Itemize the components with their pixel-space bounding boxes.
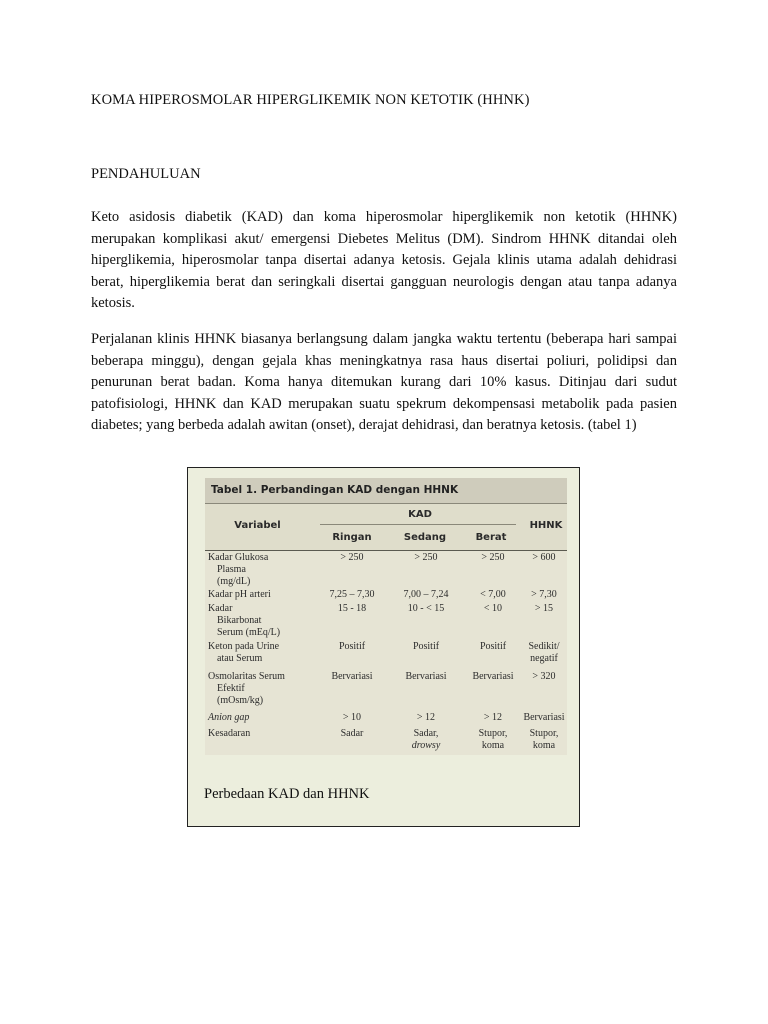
figure-caption: Perbedaan KAD dan HHNK (204, 786, 370, 802)
section-heading: PENDAHULUAN (91, 166, 201, 182)
cell-ringan: Positif (338, 641, 366, 652)
cell-hhnk: > 320 (532, 671, 556, 682)
table-body (205, 552, 567, 755)
cell-hhnk: > 7,30 (531, 589, 557, 600)
cell-ringan: 15 - 18 (337, 603, 367, 614)
cell-variable: Keton pada Urine atau Serum (208, 641, 280, 664)
cell-variable: Anion gap (208, 712, 250, 723)
cell-ringan: > 250 (340, 552, 364, 563)
cell-variable: Kesadaran (208, 728, 251, 739)
cell-hhnk: Stupor, koma (529, 728, 559, 751)
cell-sedang: 7,00 – 7,24 (403, 589, 449, 600)
cell-ringan: Sadar (340, 728, 364, 739)
table-image (205, 478, 567, 755)
cell-ringan: Bervariasi (331, 671, 373, 682)
cell-berat: < 10 (483, 603, 503, 614)
cell-berat: > 250 (481, 552, 505, 563)
cell-ringan: > 10 (342, 712, 362, 723)
paragraph-1: Keto asidosis diabetik (KAD) dan koma hiperosmolar hiperglikemik non ketotik (HHNK) merupakan komplikasi akut/ emergensi Diebetes Melitus (DM). Sindrom HHNK ditandai oleh hiperglikemia, hiperosmolar tanpa disertai adanya ketosis. Gejala klinis utama adalah dehidrasi berat, hiperglikemia berat dan seringkali disertai gangguan neurologis dengan atau tanpa adanya ketosis. (91, 209, 677, 312)
header-kad-divider (320, 524, 516, 525)
figure-box (187, 467, 580, 827)
table-header (205, 503, 567, 551)
cell-sedang: > 12 (416, 712, 436, 723)
paragraph-2: Perjalanan klinis HHNK biasanya berlangsung dalam jangka waktu tertentu (beberapa hari sampai beberapa minggu), dengan gejala khas meningkatnya rasa haus disertai poliuri, polidipsi dan penurunan berat badan. Koma hanya ditemukan kurang dari 10% kasus. Ditinjau dari sudut patofisiologi, HHNK dan KAD merupakan suatu spekrum dekompensasi metabolik pada pasien diabetes; yang berbeda adalah awitan (onset), derajat dehidrasi, dan beratnya ketosis. (tabel 1) (91, 331, 677, 434)
header-sedang: Sedang (403, 532, 447, 543)
cell-variable: Kadar Glukosa Plasma (mg/dL) (208, 552, 269, 587)
cell-variable: Osmolaritas Serum Efektif (mOsm/kg) (208, 671, 285, 706)
cell-hhnk: Bervariasi (523, 712, 565, 723)
cell-variable: Kadar Bikarbonat Serum (mEq/L) (208, 603, 281, 638)
cell-berat: Stupor, koma (478, 728, 508, 751)
header-ringan: Ringan (332, 532, 372, 543)
table-title: Tabel 1. Perbandingan KAD dengan HHNK (205, 478, 567, 503)
cell-sedang: Sadar, drowsy (411, 728, 441, 751)
cell-hhnk: > 15 (534, 603, 554, 614)
cell-ringan: 7,25 – 7,30 (329, 589, 375, 600)
header-variabel: Variabel (234, 520, 281, 531)
cell-sedang: 10 - < 15 (407, 603, 445, 614)
header-berat: Berat (475, 532, 507, 543)
cell-berat: Positif (479, 641, 507, 652)
cell-sedang: Bervariasi (405, 671, 447, 682)
cell-berat: < 7,00 (480, 589, 506, 600)
cell-berat: > 12 (483, 712, 503, 723)
cell-sedang: > 250 (414, 552, 438, 563)
cell-variable: Kadar pH arteri (208, 589, 271, 600)
header-hhnk: HHNK (529, 520, 563, 531)
cell-berat: Bervariasi (472, 671, 514, 682)
cell-sedang: Positif (412, 641, 440, 652)
document-title: KOMA HIPEROSMOLAR HIPERGLIKEMIK NON KETOTIK (HHNK) (91, 92, 530, 108)
cell-hhnk: Sedikit/ negatif (528, 641, 560, 664)
header-kad: KAD (408, 509, 432, 520)
cell-hhnk: > 600 (532, 552, 556, 563)
